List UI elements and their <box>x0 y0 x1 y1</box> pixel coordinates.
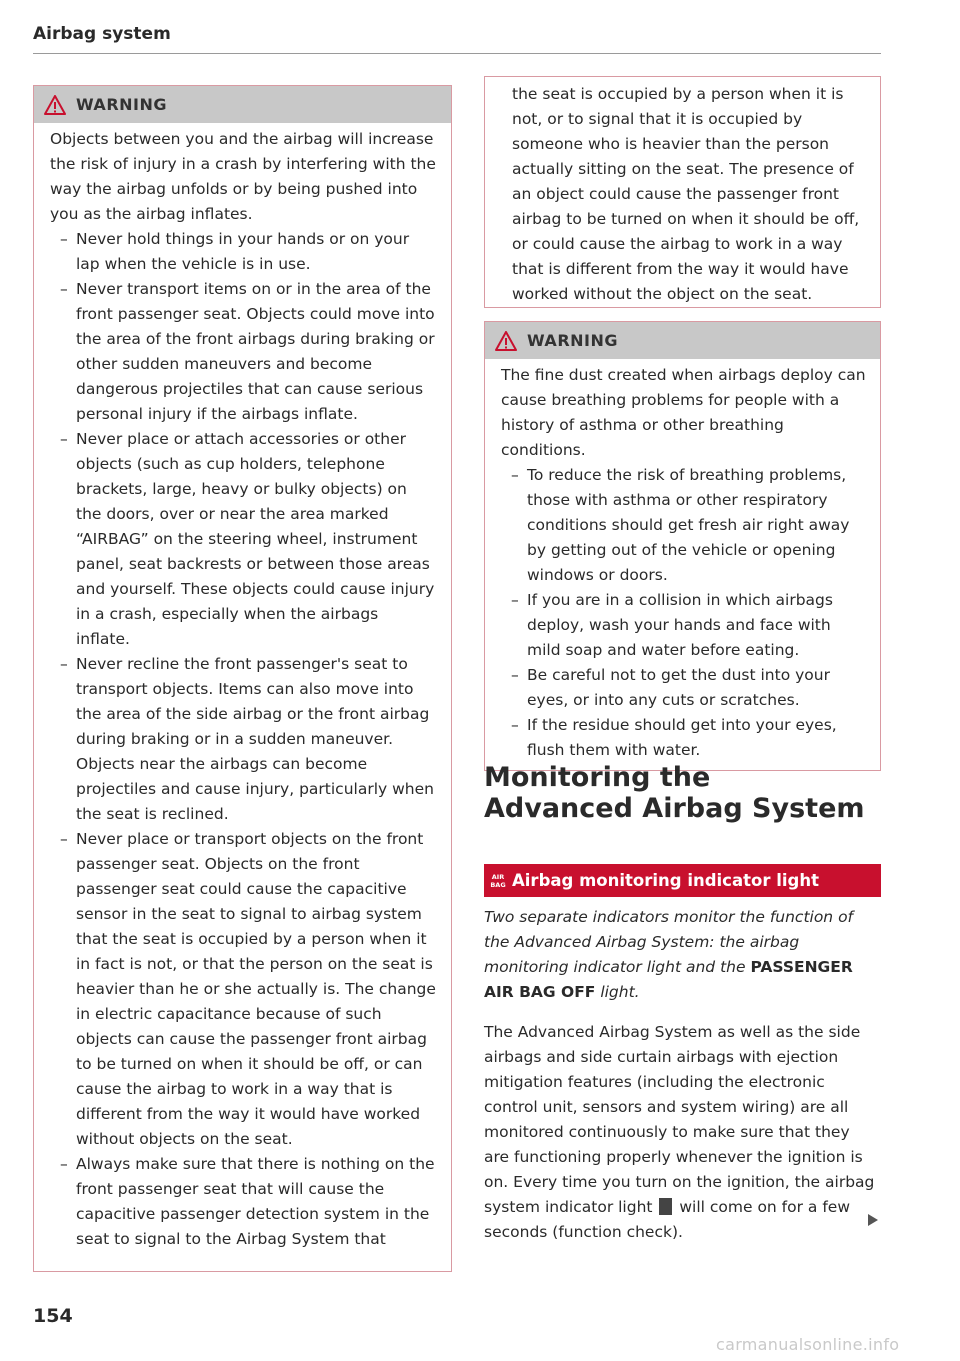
list-item: – Never place or attach accessories or other objects (such as cup holders, telephone brackets, large, heavy or bulky objects) on the doors, over or near the area marked “AIRBAG” on the steering wheel, instrument panel, seat backrests or between those areas and yourself. These objects could cause injury in a crash, especially when the airbags inflate. <box>50 427 437 652</box>
continuation-text: the seat is occupied by a person when it is not, or to signal that it is occupied by someone who is heavier than the person actually sitting on the seat. The presence of an object could cause the passenger front airbag to be turned on when it should be off, or could cause the airbag to work in a way that is different from the way it would have worked without the object on the seat. <box>512 85 860 303</box>
para-text-a: The Advanced Airbag System as well as the side airbags and side curtain airbags with ejection mitigation features (including the electronic control unit, sensors and system wiring) are all monitored continuously to make sure that they are functioning properly whenever the ignition is on. Every time you turn on the ignition, the airbag system indicator light <box>484 1023 875 1216</box>
subsection-title: Airbag monitoring indicator light <box>512 871 819 890</box>
airbag-icon <box>490 872 506 890</box>
airbag-indicator-icon <box>659 1198 672 1215</box>
section-heading-line-2: Advanced Airbag System <box>484 793 865 824</box>
list-item: – Never transport items on or in the area of the front passenger seat. Objects could move into the area of the front airbags during braking or other sudden maneuvers and become dangerous projectiles that can cause serious personal injury if the airbags inflate. <box>50 277 437 427</box>
list-item: – Be careful not to get the dust into your eyes, or into any cuts or scratches. <box>501 663 866 713</box>
section-heading-line-1: Monitoring the <box>484 762 711 793</box>
list-item: – To reduce the risk of breathing problems, those with asthma or other respiratory conditions should get fresh air right away by getting out of the vehicle or opening windows or doors. <box>501 463 866 588</box>
page-number: 154 <box>33 1305 73 1327</box>
warning-intro: Objects between you and the airbag will increase the risk of injury in a crash by interfering with the way the airbag unfolds or by being pushed into you as the airbag inflates. <box>50 130 436 223</box>
warning-list <box>501 463 866 763</box>
header-divider <box>33 53 881 54</box>
airbag-icon-top: AIR <box>491 872 505 881</box>
right-warning-box <box>484 321 881 771</box>
list-item: – If you are in a collision in which airbags deploy, wash your hands and face with mild soap and water before eating. <box>501 588 866 663</box>
left-warning-box <box>33 85 452 1272</box>
warning-continuation-box <box>484 76 881 308</box>
list-item: – Always make sure that there is nothing on the front passenger seat that will cause the capacitive passenger detection system in the seat to signal to the Airbag System that <box>50 1152 437 1252</box>
intro-text-a: Two separate indicators monitor the function of the Advanced Airbag System: the airbag monitoring indicator light and the <box>484 908 854 976</box>
intro-text-b: light. <box>595 983 640 1001</box>
warning-label: WARNING <box>76 95 167 114</box>
list-item: – If the residue should get into your eyes, flush them with water. <box>501 713 866 763</box>
list-item: – Never hold things in your hands or on your lap when the vehicle is in use. <box>50 227 437 277</box>
airbag-icon-bottom: BAG <box>490 880 506 889</box>
warning-label: WARNING <box>527 331 618 350</box>
intro-bold: PASSENGER AIR BAG OFF <box>484 958 853 1001</box>
warning-header <box>34 86 451 123</box>
subsection-bar <box>484 864 881 897</box>
warning-triangle-icon <box>495 331 517 351</box>
section-paragraph <box>484 1020 879 1245</box>
watermark: carmanualsonline.info <box>716 1335 900 1354</box>
para-text-b: will come on for a few seconds (function check). <box>484 1198 851 1241</box>
warning-intro: The fine dust created when airbags deploy can cause breathing problems for people with a history of asthma or other breathing conditions. <box>501 366 866 459</box>
warning-header <box>485 322 880 359</box>
continue-arrow-icon <box>867 1213 879 1227</box>
section-heading <box>484 762 904 824</box>
section-intro <box>484 905 879 1005</box>
warning-list <box>50 227 437 1252</box>
page-header-title: Airbag system <box>33 24 171 44</box>
list-item: – Never recline the front passenger's seat to transport objects. Items can also move into the area of the side airbag or the front airbag during braking or in a sudden maneuver. Objects near the airbags can become projectiles and cause injury, particularly when the seat is reclined. <box>50 652 437 827</box>
list-item: – Never place or transport objects on the front passenger seat. Objects on the front passenger seat could cause the capacitive sensor in the seat to signal to airbag system that the seat is occupied by a person when it in fact is not, or that the person on the seat is heavier than he or she actually is. The change in electric capacitance because of such objects can cause the passenger front airbag to be turned on when it should be off, or can cause the airbag to work in a way that is different from the way it would have worked without objects on the seat. <box>50 827 437 1152</box>
warning-triangle-icon <box>44 95 66 115</box>
